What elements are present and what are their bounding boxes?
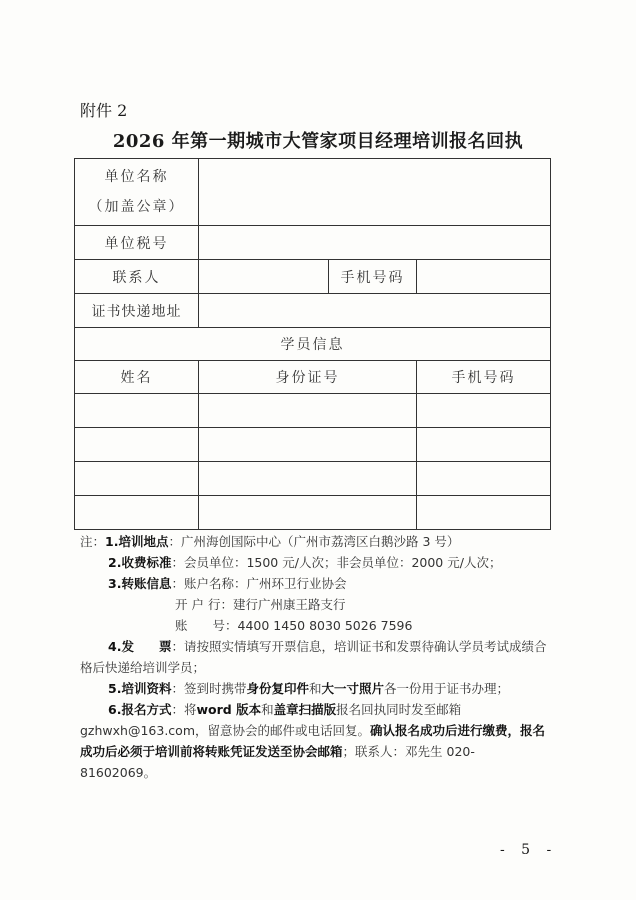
note-6-text-b: 和	[261, 702, 274, 717]
mobile-field[interactable]	[417, 260, 551, 294]
note-5-text-a: ：签到时携带	[171, 681, 247, 696]
student-phone-cell[interactable]	[417, 394, 551, 428]
mobile-label: 手机号码	[329, 260, 417, 294]
registration-form	[74, 158, 551, 530]
note-5-text-b: 和	[308, 681, 322, 696]
student-phone-cell[interactable]	[417, 496, 551, 530]
col-id-header: 身份证号	[199, 361, 417, 394]
note-6-text-d: ；联系人：邓先生 020-81602069。	[80, 744, 475, 780]
note-5	[80, 678, 550, 699]
tax-no-label: 单位税号	[75, 226, 199, 260]
student-id-cell[interactable]	[199, 394, 417, 428]
note-6-bold-a: word 版本	[196, 702, 262, 717]
student-name-cell[interactable]	[75, 462, 199, 496]
note-5-text-c: 各一份用于证书办理；	[384, 681, 510, 696]
col-phone-header: 手机号码	[417, 361, 551, 394]
note-6-text-a: ：将	[171, 702, 197, 717]
note-4	[80, 636, 550, 678]
student-name-cell[interactable]	[75, 496, 199, 530]
note-5-bold-b: 大一寸照片	[321, 681, 385, 696]
unit-name-label	[75, 159, 199, 226]
tax-no-field[interactable]	[199, 226, 551, 260]
note-6-label: 6.报名方式	[108, 702, 172, 717]
page-title: 2026 年第一期城市大管家项目经理培训报名回执	[112, 131, 524, 152]
attachment-label: 附件 2	[80, 101, 128, 120]
note-4-label: 4.发 票	[108, 639, 172, 654]
address-field[interactable]	[199, 294, 551, 328]
note-6	[80, 699, 550, 783]
note-prefix: 注：	[80, 534, 106, 549]
note-2-label: 2.收费标准	[108, 555, 172, 570]
col-name-header: 姓名	[75, 361, 199, 394]
unit-name-field[interactable]	[199, 159, 551, 226]
note-3-bank: 开 户 行：建行广州康王路支行	[175, 597, 346, 612]
student-info-header: 学员信息	[75, 328, 551, 361]
student-phone-cell[interactable]	[417, 462, 551, 496]
unit-seal-text: （加盖公章）	[88, 199, 185, 215]
note-2	[80, 552, 550, 573]
note-2-text: ：会员单位：1500 元/人次；非会员单位：2000 元/人次；	[171, 555, 502, 570]
student-name-cell[interactable]	[75, 394, 199, 428]
note-1-text: ：广州海创国际中心（广州市荔湾区白鹅沙路 3 号）	[168, 534, 460, 549]
contact-field[interactable]	[199, 260, 329, 294]
page-number: - 5 -	[500, 842, 558, 858]
contact-label: 联系人	[75, 260, 199, 294]
note-5-bold-a: 身份复印件	[246, 681, 309, 696]
notes-section	[80, 531, 550, 783]
note-3-label: 3.转账信息	[108, 576, 172, 591]
note-5-label: 5.培训资料	[108, 681, 172, 696]
student-id-cell[interactable]	[199, 428, 417, 462]
note-6-bold-b: 盖章扫描版	[273, 702, 337, 717]
note-3	[80, 573, 550, 594]
address-label: 证书快递地址	[75, 294, 199, 328]
note-1-label: 1.培训地点	[105, 534, 169, 549]
note-3-text: ：账户名称：广州环卫行业协会	[171, 576, 347, 591]
note-6-text-c: 报名回执同时发至邮箱 gzhwxh@163.com，留意协会的邮件或电话回复。	[80, 702, 462, 738]
student-id-cell[interactable]	[199, 462, 417, 496]
student-id-cell[interactable]	[199, 496, 417, 530]
student-name-cell[interactable]	[75, 428, 199, 462]
student-phone-cell[interactable]	[417, 428, 551, 462]
unit-name-text: 单位名称	[104, 169, 169, 185]
note-4-text: ：请按照实情填写开票信息，培训证书和发票待确认学员考试成绩合格后快递给培训学员；	[80, 639, 547, 675]
note-3-account: 账 号：4400 1450 8030 5026 7596	[175, 618, 413, 633]
note-1	[80, 531, 550, 552]
note-6-bold-c: 确认报名成功后进行缴费，报名成功后必须于培训前将转账凭证发送至协会邮箱	[80, 723, 546, 759]
